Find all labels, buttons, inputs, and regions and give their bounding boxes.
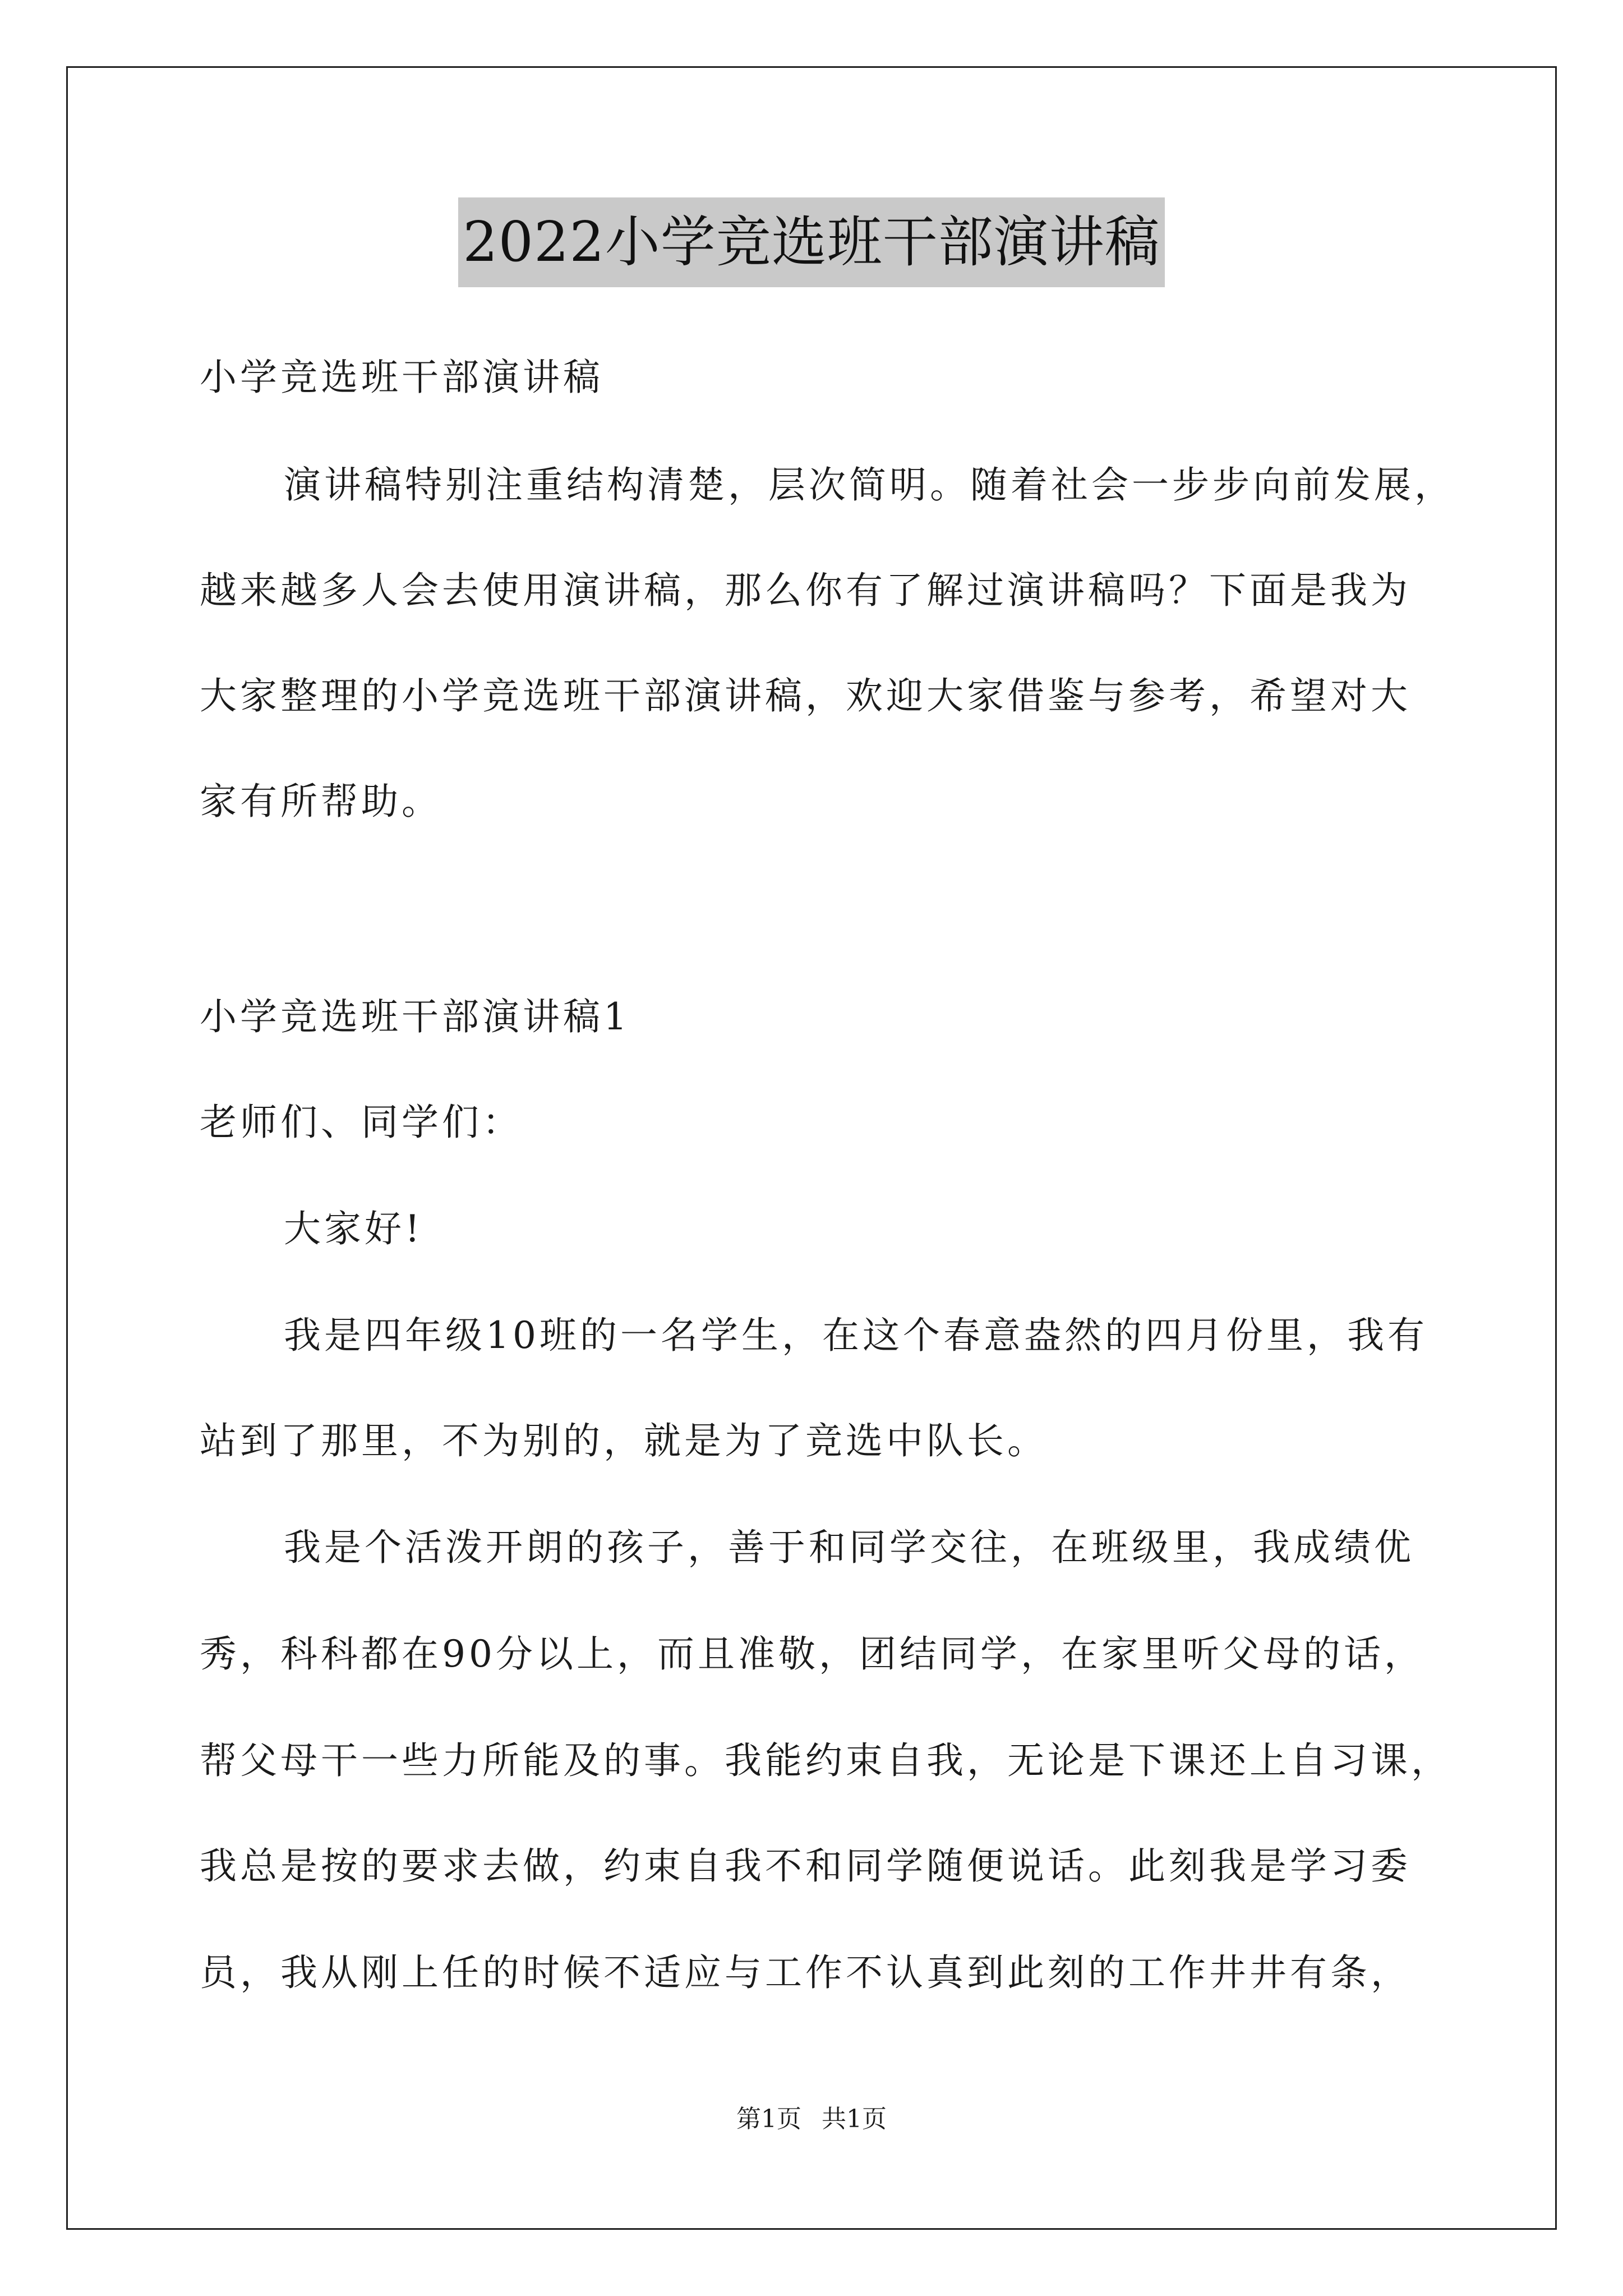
paragraph-line: 家有所帮助。 xyxy=(200,780,442,823)
paragraph-line: 我总是按的要求去做，约束自我不和同学随便说话。此刻我是学习委 xyxy=(200,1844,1411,1888)
page-total: 共1页 xyxy=(822,2105,887,2133)
paragraph-line: 秀，科科都在90分以上，而且准敬，团结同学，在家里听父母的话， xyxy=(200,1632,1424,1676)
paragraph-line: 帮父母干一些力所能及的事。我能约束自我，无论是下课还上自习课， xyxy=(200,1739,1451,1782)
paragraph-line: 站到了那里，不为别的，就是为了竞选中队长。 xyxy=(200,1419,1048,1462)
paragraph-line: 演讲稿特别注重结构清楚，层次简明。随着社会一步步向前发展， xyxy=(284,463,1455,507)
paragraph-line: 我是四年级10班的一名学生，在这个春意盎然的四月份里，我有 xyxy=(284,1314,1428,1357)
title-container xyxy=(0,197,1623,287)
paragraph-line: 我是个活泼开朗的孩子，善于和同学交往，在班级里，我成绩优 xyxy=(284,1526,1414,1569)
document-title: 2022小学竞选班干部演讲稿 xyxy=(458,197,1164,287)
paragraph-line: 大家整理的小学竞选班干部演讲稿，欢迎大家借鉴与参考，希望对大 xyxy=(200,674,1411,717)
subtitle-line: 小学竞选班干部演讲稿 xyxy=(200,356,603,399)
salutation: 老师们、同学们： xyxy=(200,1101,523,1144)
page-footer xyxy=(0,2102,1623,2136)
greeting: 大家好! xyxy=(284,1207,423,1250)
paragraph-line: 员，我从刚上任的时候不适应与工作不认真到此刻的工作井井有条， xyxy=(200,1951,1411,1994)
paragraph-line: 越来越多人会去使用演讲稿，那么你有了解过演讲稿吗？下面是我为 xyxy=(200,569,1411,612)
page-number: 第1页 xyxy=(736,2105,801,2133)
section-heading: 小学竞选班干部演讲稿1 xyxy=(200,995,630,1038)
